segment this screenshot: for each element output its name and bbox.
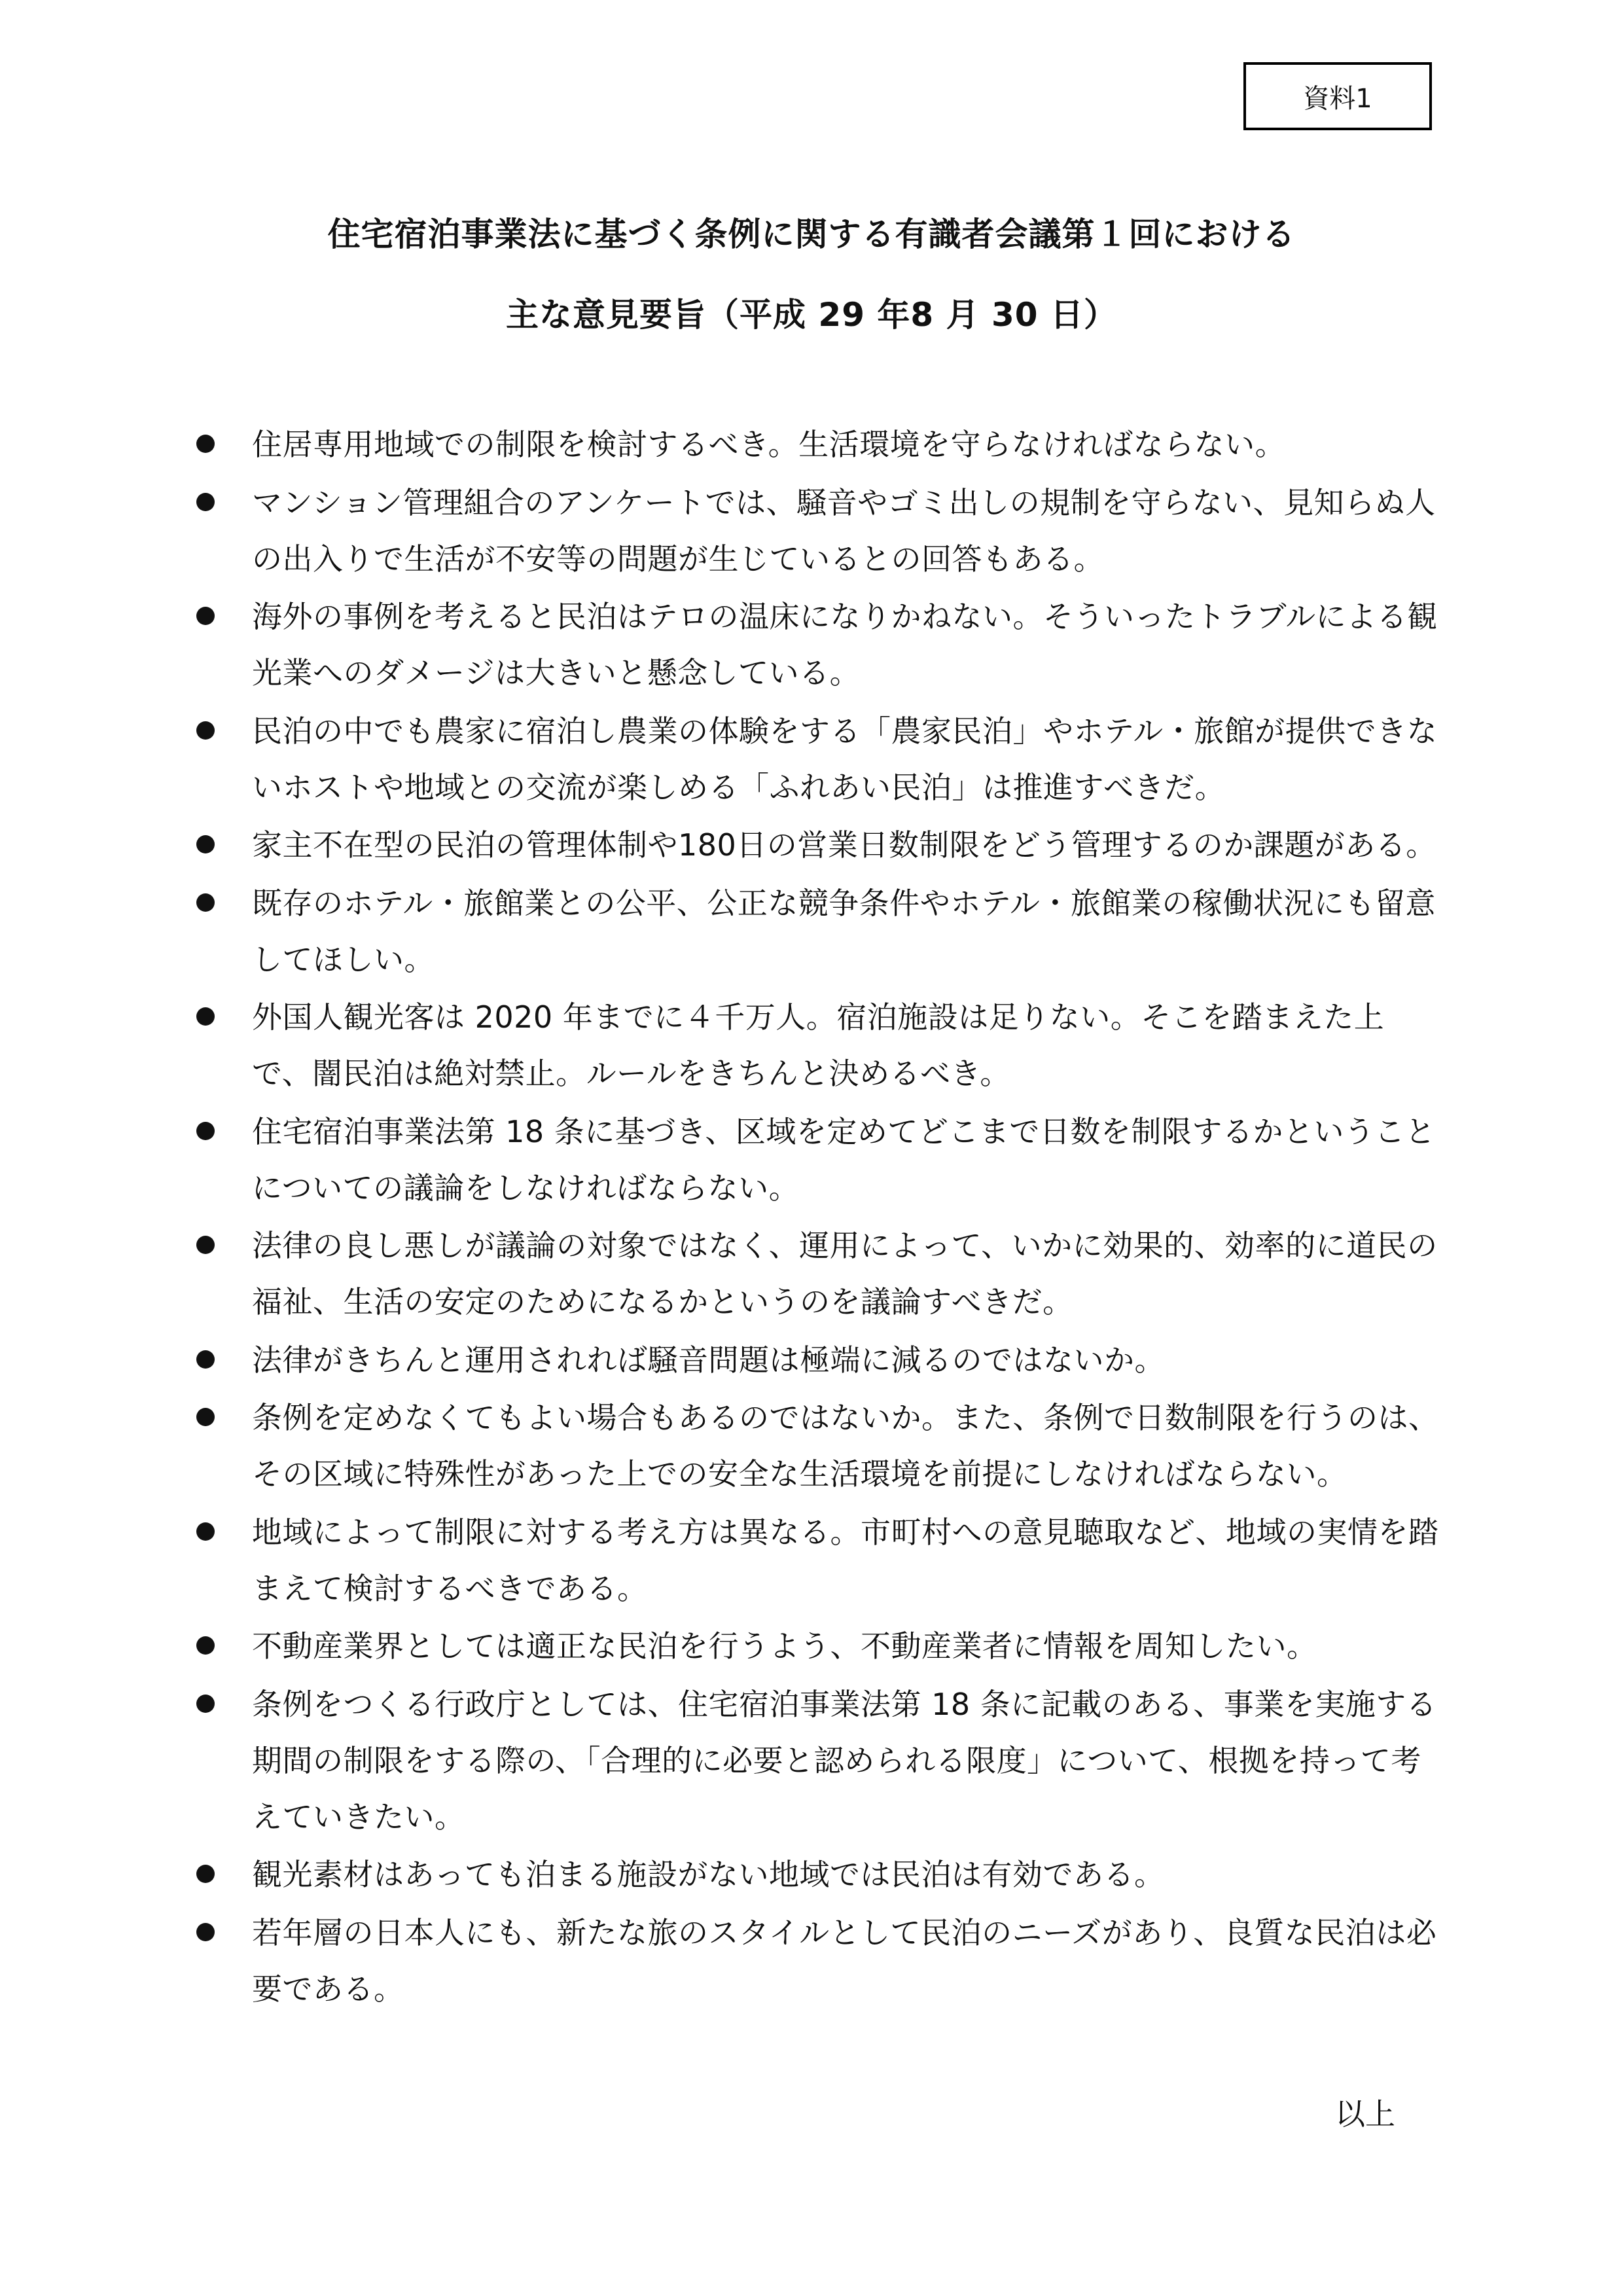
- bullet-icon: [196, 1122, 215, 1140]
- opinion-item: [196, 475, 1440, 587]
- opinion-text: 外国人観光客は 2020 年までに４千万人。宿泊施設は足りない。そこを踏まえた上で、闇民泊は絶対禁止。ルールをきちんと決めるべき。: [252, 999, 1385, 1091]
- opinion-item: [196, 1504, 1440, 1617]
- opinion-text: 条例を定めなくてもよい場合もあるのではないか。また、条例で日数制限を行うのは、その区域に特殊性があった上での安全な生活環境を前提にしなければならない。: [252, 1400, 1439, 1492]
- opinion-text: 不動産業界としては適正な民泊を行うよう、不動産業者に情報を周知したい。: [252, 1628, 1317, 1664]
- opinion-item: [196, 1390, 1440, 1502]
- opinion-item: [196, 1103, 1440, 1216]
- bullet-icon: [196, 893, 215, 912]
- bullet-icon: [196, 493, 215, 511]
- opinion-text: 条例をつくる行政庁としては、住宅宿泊事業法第 18 条に記載のある、事業を実施する期間の制限をする際の、「合理的に必要と認められる限度」について、根拠を持って考えていきたい。: [252, 1686, 1437, 1835]
- bullet-icon: [196, 1636, 215, 1655]
- opinion-item: [196, 1618, 1440, 1674]
- opinion-item: [196, 817, 1440, 873]
- bullet-icon: [196, 607, 215, 625]
- opinion-text: 地域によって制限に対する考え方は異なる。市町村への意見聴取など、地域の実情を踏まえて検討するべきである。: [252, 1514, 1439, 1606]
- opinion-text: 家主不在型の民泊の管理体制や180日の営業日数制限をどう管理するのか課題がある。: [252, 827, 1436, 863]
- bullet-icon: [196, 1695, 215, 1713]
- opinion-item: [196, 989, 1440, 1102]
- opinion-text: 既存のホテル・旅館業との公平、公正な競争条件やホテル・旅館業の稼働状況にも留意してほしい。: [252, 885, 1436, 977]
- bullet-icon: [196, 1007, 215, 1026]
- bullet-icon: [196, 435, 215, 453]
- opinion-item: [196, 1905, 1440, 2017]
- closing-text: 以上: [1335, 2096, 1395, 2132]
- document-label: 資料1: [1243, 62, 1432, 130]
- opinion-item: [196, 1846, 1440, 1903]
- bullet-icon: [196, 1350, 215, 1369]
- bullet-icon: [196, 835, 215, 853]
- opinion-item: [196, 1676, 1440, 1845]
- document-title-line2: 主な意見要旨（平成 29 年8 月 30 日）: [506, 296, 1117, 334]
- opinion-item: [196, 1217, 1440, 1330]
- opinion-item: [196, 416, 1440, 473]
- opinion-text: 海外の事例を考えると民泊はテロの温床になりかねない。そういったトラブルによる観光業へのダメージは大きいと懸念している。: [252, 599, 1438, 691]
- opinion-text: 若年層の日本人にも、新たな旅のスタイルとして民泊のニーズがあり、良質な民泊は必要である。: [252, 1914, 1437, 2007]
- opinion-text: 住宅宿泊事業法第 18 条に基づき、区域を定めてどこまで日数を制限するかということについての議論をしなければならない。: [252, 1113, 1436, 1206]
- bullet-icon: [196, 721, 215, 740]
- opinion-text: 観光素材はあっても泊まる施設がない地域では民泊は有効である。: [252, 1857, 1165, 1892]
- bullet-icon: [196, 1236, 215, 1254]
- opinion-text: 民泊の中でも農家に宿泊し農業の体験をする「農家民泊」やホテル・旅館が提供できないホストや地域との交流が楽しめる「ふれあい民泊」は推進すべきだ。: [252, 713, 1438, 805]
- opinion-text: 住居専用地域での制限を検討するべき。生活環境を守らなければならない。: [252, 427, 1286, 462]
- opinion-list: [196, 416, 1440, 2018]
- bullet-icon: [196, 1408, 215, 1426]
- bullet-icon: [196, 1522, 215, 1541]
- opinion-item: [196, 588, 1440, 701]
- opinion-item: [196, 1332, 1440, 1388]
- bullet-icon: [196, 1865, 215, 1883]
- bullet-icon: [196, 1923, 215, 1941]
- opinion-text: マンション管理組合のアンケートでは、騒音やゴミ出しの規制を守らない、見知らぬ人の出入りで生活が不安等の問題が生じているとの回答もある。: [252, 484, 1436, 577]
- opinion-item: [196, 703, 1440, 816]
- opinion-item: [196, 875, 1440, 988]
- opinion-text: 法律がきちんと運用されれば騒音問題は極端に減るのではないか。: [252, 1342, 1165, 1378]
- opinion-text: 法律の良し悪しが議論の対象ではなく、運用によって、いかに効果的、効率的に道民の福祉、生活の安定のためになるかというのを議論すべきだ。: [252, 1228, 1438, 1319]
- document-title-line1: 住宅宿泊事業法に基づく条例に関する有識者会議第１回における: [327, 215, 1296, 253]
